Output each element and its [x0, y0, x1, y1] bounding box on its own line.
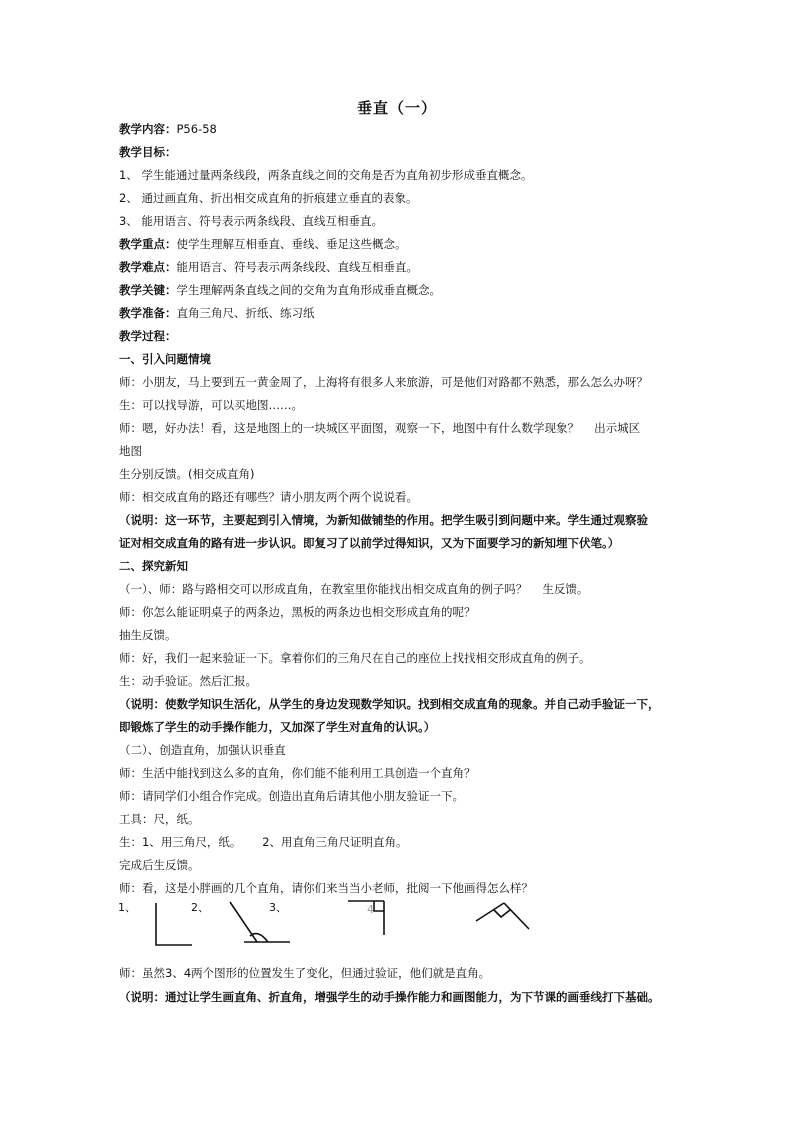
section1-line-2: 生：可以找导游，可以买地图……。 — [119, 398, 303, 412]
right-angle-figures — [112, 895, 572, 955]
crux-label: 教学关键： — [119, 283, 177, 297]
figure-3-right-angle — [348, 901, 384, 935]
figure-4-right-angle — [476, 903, 529, 929]
objective-item-3: 3、 能用语言、符号表示两条线段、直线互相垂直。 — [119, 214, 383, 228]
section2b-note: （说明：通过让学生画直角、折直角，增强学生的动手操作能力和画图能力，为下节课的画垂线打下基础。 — [119, 990, 660, 1004]
crux-value: 学生理解两条直线之间的交角为直角形成垂直概念。 — [176, 283, 441, 297]
prep-label: 教学准备： — [119, 306, 177, 320]
figure-label-1: 1、 — [118, 901, 136, 914]
section2a-note-1: （说明：使数学知识生活化，从学生的身边发现数学知识。找到相交成直角的现象。并自己动手验证一下， — [119, 697, 660, 711]
after-figure-line: 师：虽然3、4两个图形的位置发生了变化，但通过验证，他们就是直角。 — [119, 966, 491, 980]
section2a-line-2: 师：你怎么能证明桌子的两条边，黑板的两条边也相交形成直角的呢？ — [119, 605, 476, 619]
section1-note-2: 证对相交成直角的路有进一步认识。即复习了以前学过得知识，又为下面要学习的新知埋下伏笔。） — [119, 536, 620, 550]
content-label: 教学内容： — [119, 122, 177, 136]
section1-line-6: 师：相交成直角的路还有哪些？请小朋友两个两个说说看。 — [119, 490, 418, 504]
section2b-line-2: 师：生活中能找到这么多的直角，你们能不能利用工具创造一个直角？ — [119, 766, 476, 780]
difficulty-label: 教学难点： — [119, 260, 177, 274]
prep-value: 直角三角尺、折纸、练习纸 — [176, 306, 315, 320]
figure-1-right-angle — [156, 903, 192, 945]
objective-item-2: 2、 通过画直角、折出相交成直角的折痕建立垂直的表象。 — [119, 191, 418, 205]
section2b-line-5: 生：1、用三角尺，纸。 2、用直角三角尺证明直角。 — [119, 835, 408, 849]
page-title: 垂直（一） — [356, 99, 437, 117]
difficulty-value: 能用语言、符号表示两条线段、直线互相垂直。 — [176, 260, 418, 274]
section2a-note-2: 即锻炼了学生的动手操作能力，又加深了学生对直角的认识。） — [119, 720, 436, 734]
section1-heading: 一、引入问题情境 — [119, 352, 211, 366]
section1-line-5: 生分别反馈。(相交成直角) — [119, 467, 255, 481]
crux-line — [119, 282, 689, 298]
key-point-value: 使学生理解互相垂直、垂线、垂足这些概念。 — [176, 237, 407, 251]
section1-line-3: 师：嗯，好办法！看，这是地图上的一块城区平面图，观察一下，地图中有什么数学现象？ 出示城区 — [119, 421, 641, 435]
prep-line — [119, 305, 689, 321]
key-point-label: 教学重点： — [119, 237, 177, 251]
section2a-line-1: （一）、师：路与路相交可以形成直角，在教室里你能找出相交成直角的例子吗？ 生反馈。 — [119, 582, 589, 596]
section1-note-1: （说明：这一环节，主要起到引入情境，为新知做铺垫的作用。把学生吸引到问题中来。学生通过观察验 — [119, 513, 648, 527]
section2a-line-4: 师：好，我们一起来验证一下。拿着你们的三角尺在自己的座位上找找相交形成直角的例子。 — [119, 651, 591, 665]
key-point-line — [119, 236, 689, 252]
figures-svg — [112, 895, 572, 955]
section1-line-1: 师：小朋友，马上要到五一黄金周了，上海将有很多人来旅游，可是他们对路都不熟悉，那么怎么办呀？ — [119, 375, 648, 389]
content-value: P56-58 — [176, 122, 217, 136]
process-label: 教学过程： — [119, 329, 177, 343]
section2b-line-3: 师：请同学们小组合作完成。创造出直角后请其他小朋友验证一下。 — [119, 789, 464, 803]
section1-line-4: 地图 — [119, 444, 142, 458]
objectives-label: 教学目标： — [119, 145, 177, 159]
figure-2-angle — [230, 902, 290, 942]
section2a-line-5: 生：动手验证。然后汇报。 — [119, 674, 257, 688]
objective-item-1: 1、 学生能通过量两条线段，两条直线之间的交角是否为直角初步形成垂直概念。 — [119, 168, 533, 182]
section2b-line-6: 完成后生反馈。 — [119, 858, 200, 872]
figure-label-2: 2、 — [191, 901, 209, 914]
section2b-line-4: 工具：尺，纸。 — [119, 812, 200, 826]
section2b-line-7: 师：看，这是小胖画的几个直角，请你们来当当小老师，批阅一下他画得怎么样？ — [119, 881, 533, 895]
figure-label-4: 4 — [367, 903, 374, 916]
section2a-line-3: 抽生反馈。 — [119, 628, 177, 642]
section2-heading: 二、探究新知 — [119, 559, 188, 573]
difficulty-line — [119, 259, 689, 275]
content-line — [119, 121, 689, 137]
figure-label-3: 3、 — [269, 901, 287, 914]
section2b-line-1: （二）、创造直角，加强认识垂直 — [119, 743, 286, 757]
